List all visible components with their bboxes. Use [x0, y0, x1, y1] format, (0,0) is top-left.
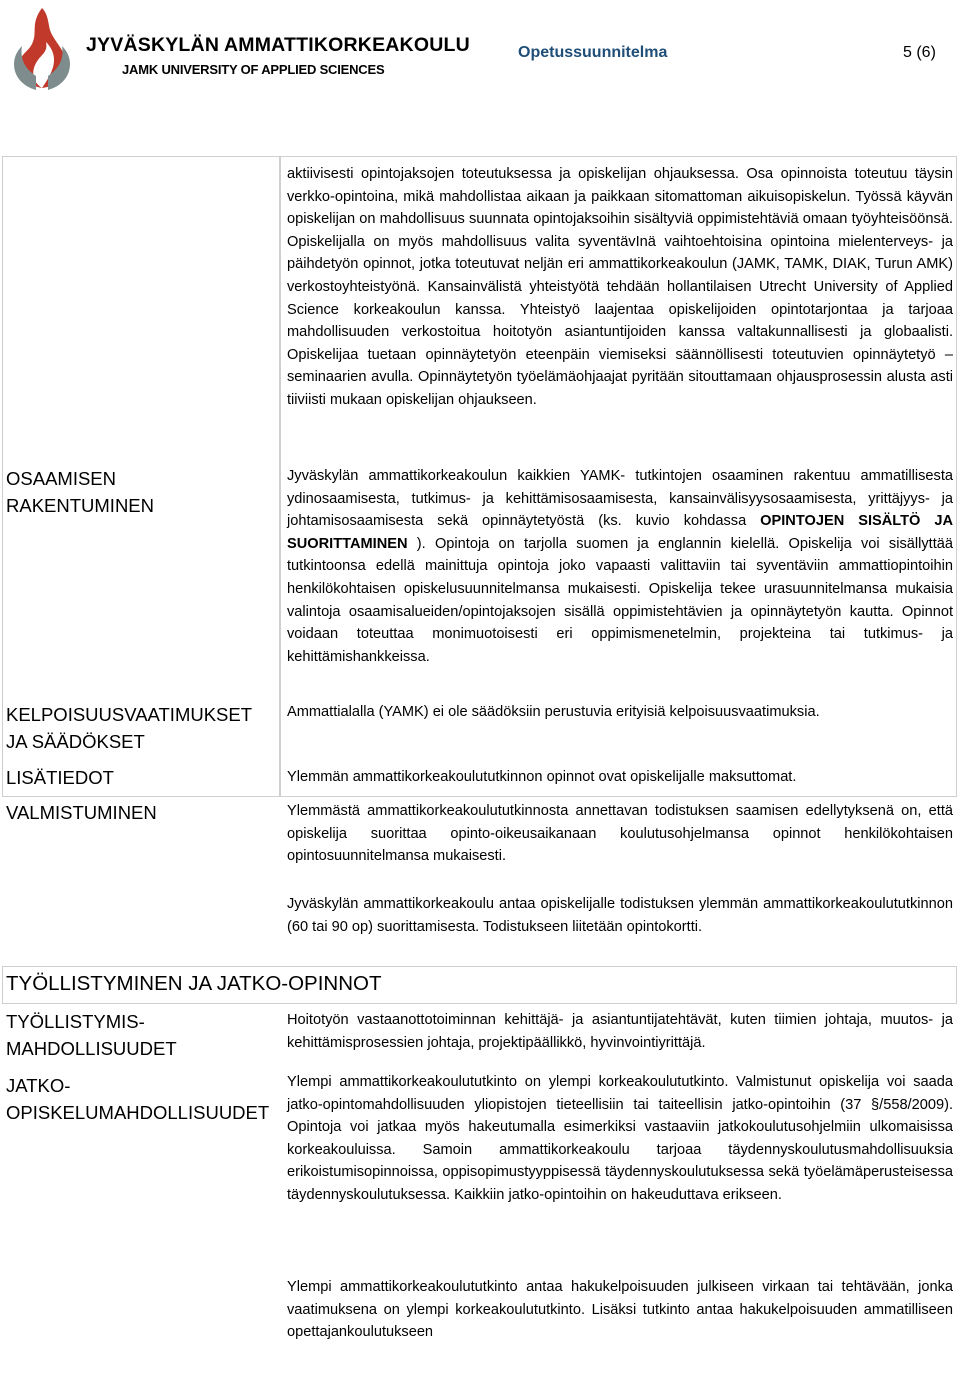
tyollistymis-label-line2: MAHDOLLISUUDET — [6, 1038, 177, 1059]
osaamisen-label-line2: RAKENTUMINEN — [6, 495, 155, 516]
osaamisen-paragraph — [287, 465, 953, 668]
kelpoisuus-label-line1: KELPOISUUSVAATIMUKSET — [6, 704, 253, 725]
tyollistymis-label — [6, 1008, 177, 1062]
university-subtitle: JAMK UNIVERSITY OF APPLIED SCIENCES — [122, 62, 385, 77]
osaamisen-text-after: ). Opintoja on tarjolla suomen ja englannin kielellä. Opiskelija voi sisällyttää tutkintoonsa edellä mainittuja opintoja joko vapaasti valittaviin tai syventäviin ammattiopintoihin henkilökohtaisen opiskelusuunnitelmansa mukaisesti. Opiskelija tekee urasuunnitelmansa mukaisia valintoja osaamisalueiden/opintojaksojen sisällä oppimistehtävien ja opinnäytetyön kautta. Opinnot voidaan toteuttaa monimuotoisesti eri oppimismenetelmin, projekteina tai tutkimus- ja kehittämishankkeissa. — [287, 535, 953, 665]
document-title: Opetussuunnitelma — [518, 44, 668, 61]
tyollistyminen-heading: TYÖLLISTYMINEN JA JATKO-OPINNOT — [6, 972, 382, 995]
jamk-flame-logo-icon — [8, 2, 76, 92]
jatko-label-line2: OPISKELUMAHDOLLISUUDET — [6, 1102, 270, 1123]
university-name: JYVÄSKYLÄN AMMATTIKORKEAKOULU — [86, 34, 470, 56]
osaamisen-label — [6, 465, 154, 519]
lisatiedot-label: LISÄTIEDOT — [6, 767, 114, 788]
kelpoisuus-label — [6, 701, 252, 755]
valmistuminen-text1: Ylemmästä ammattikorkeakoulututkinnosta annettavan todistuksen saamisen edellytyksenä on, että opiskelija suorittaa opinto-oikeusaikanaan koulutusohjelmansa opinnot henkilökohtaisen opintosuunnitelmansa mukaisesti. — [287, 803, 953, 865]
page-number: 5 (6) — [903, 44, 936, 61]
valmistuminen-text2: Jyväskylän ammattikorkeakoulu antaa opiskelijalle todistuksen ylemmän ammattikorkeakoulututkinnon (60 tai 90 op) suorittamisesta. Todistukseen liitetään opintokortti. — [287, 896, 953, 935]
jatko-label-line1: JATKO- — [6, 1075, 71, 1096]
osaamisen-text-before: Jyväskylän ammattikorkeakoulun kaikkien YAMK- tutkintojen osaaminen rakentuu ammatillisesta ydinosaamisesta, tutkimus- ja kehittämisosaamisesta, kansainvälisyysosaamisesta, yrittäjyys- ja johtamisosaamisesta sekä opinnäytetyöstä (ks. kuvio kohdassa — [287, 468, 953, 530]
jatko-label — [6, 1072, 269, 1126]
valmistuminen-label: VALMISTUMINEN — [6, 802, 157, 823]
osaamisen-text-link: OPINTOJEN SISÄLTÖ JA SUORITTAMINEN — [287, 513, 953, 552]
jatko-text1: Ylempi ammattikorkeakoulututkinto on ylempi korkeakoulututkinto. Valmistunut opiskelija voi saada jatko-opintomahdollisuuden yliopistojen tieteellisiin tai taiteellisin jatko-opintoihin (37 §/558/2009). Opintoja voi jatkaa myös hakeutumalla esimerkiksi vastaaviin jatkokoulutusohjelmiin ulkomaisissa korkeakouluissa. Samoin ammattikorkeakoulu tarjoaa täydennyskoulutusmahdollisuuksia erikoistumisopinnoissa, oppisopimustyyppisessä täydennyskoulutuksessa sekä työelämäperusteisessa täydennyskoulutuksessa. Kaikkiin jatko-opintoihin on hakeuduttava erikseen. — [287, 1074, 953, 1203]
tyollistymis-text: Hoitotyön vastaanottotoiminnan kehittäjä- ja asiantuntijatehtävät, kuten tiimien johtaja, muutos- ja kehittämisprosessien johtaja, projektipäällikkö, hyvinvointiyrittäjä. — [287, 1012, 953, 1051]
jatko-text2: Ylempi ammattikorkeakoulututkinto antaa hakukelpoisuuden julkiseen virkaan tai tehtävään, jonka vaatimuksena on ylempi korkeakoulututkinto. Lisäksi tutkinto antaa hakukelpoisuuden ammatilliseen opettajankoulutukseen — [287, 1279, 953, 1341]
tyollistymis-label-line1: TYÖLLISTYMIS- — [6, 1011, 145, 1032]
osaamisen-label-line1: OSAAMISEN — [6, 468, 116, 489]
kelpoisuus-label-line2: JA SÄÄDÖKSET — [6, 731, 145, 752]
page-header — [0, 0, 960, 120]
kelpoisuus-text: Ammattialalla (YAMK) ei ole säädöksiin perustuvia erityisiä kelpoisuusvaatimuksia. — [287, 704, 820, 720]
lisatiedot-text: Ylemmän ammattikorkeakoulututkinnon opinnot ovat opiskelijalle maksuttomat. — [287, 769, 797, 785]
intro-paragraph: aktiivisesti opintojaksojen toteutuksessa ja opiskelijan ohjauksessa. Osa opinnoista toteutuu täysin verkko-opintoina, mikä mahdollistaa aikaan ja paikkaan sitomattoman aikuisopiskelun. Työssä käyvän opiskelijan on mahdollisuus suunnata opintojaksoihin sisältyviä oppimistehtäviä omaan työyhteisöönsä. Opiskelijalla on myös mahdollisuus valita syventävInä vaihtoehtoisina opintoina mielenterveys- ja päihdetyön opinnot, jotka toteutuvat neljän eri ammattikorkeakoulun (JAMK, TAMK, DIAK, Turun AMK) verkostoyhteistyönä. Kansainvälistä yhteistyötä tehdään hollantilaisen Utrecht University of Applied Science korkeakoulun kanssa. Yhteistyö laajentaa opiskelijoiden opintotarjontaa ja tarjoaa mahdollisuuden verkostoitua hoitotyön asiantuntijoiden kanssa valtakunnallisesti ja globaalisti. Opiskelijaa tuetaan opinnäytetyön eteenpäin viemiseksi säännöllisesti toteutuvien opinnäytetyö – seminaarien avulla. Opinnäytetyön työelämäohjaajat pyritään sitouttamaan ohjausprosessin alusta asti tiiviisti mukaan opiskelijan ohjaukseen. — [287, 166, 953, 408]
